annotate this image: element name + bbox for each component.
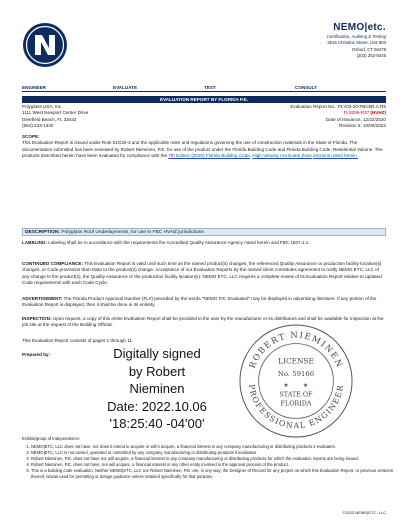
client-name: Polyglass USA, Inc. xyxy=(22,104,63,109)
continued-heading: CONTINUED COMPLIANCE: xyxy=(22,261,83,266)
seal-state-1: STATE OF xyxy=(279,390,313,399)
signature-line-1: Digitally signed xyxy=(113,346,201,361)
seal-top-text: ROBERT NIEMINEN xyxy=(246,329,346,370)
description-bar xyxy=(22,228,386,236)
star-left-icon: ★ xyxy=(283,382,289,389)
list-item: 3. Robert Nieminen, P.E. does not have nor will acquire, a financial interest in any company manufacturing or distributing products for which the evaluation reports are being issued. xyxy=(31,456,395,462)
labeling-section xyxy=(22,240,386,246)
description-label: DESCRIPTION: xyxy=(25,230,61,235)
inspection-heading: INSPECTION: xyxy=(22,316,52,321)
brand-name: NEMO|etc. xyxy=(333,22,386,33)
inspection-body: Upon request, a copy of this entire Evaluation Report shall be provided to the user by the manufacturer or its distributors and shall be available for inspection at the job site at the request of the Building Official. xyxy=(22,316,384,328)
continued-compliance-section xyxy=(22,261,386,287)
seal-bottom-text: PROFESSIONAL ENGINEER xyxy=(246,383,346,431)
signature-line-5: '18:25:40 -04'00' xyxy=(109,416,205,431)
disclosure-heading: Exhibit/group of Independence: xyxy=(22,436,80,441)
signature-line-3: Nieminen xyxy=(129,381,185,396)
prepared-by-label: Prepared by: xyxy=(22,352,51,357)
company-address-line-1: 3615 Christine Street, Unit 803 xyxy=(327,40,386,46)
nav-divider xyxy=(22,91,386,92)
hvhz-link[interactable]: High Velocity Hurricane Zone xyxy=(252,153,312,159)
fl-number: FL5259-R37 xyxy=(343,110,370,116)
nav-consult: CONSULT xyxy=(295,85,317,90)
company-header xyxy=(327,22,386,60)
list-item: 4. Robert Nieminen, P.E. does not have, nor will acquire, a financial interest in any other entity involved in the approval process of the product. xyxy=(31,462,395,468)
pages-note: This Evaluation Report consists of pages 1 through 11. xyxy=(22,338,134,343)
company-address-line-2: Oxford, CT 06478 xyxy=(351,46,386,52)
nav-evaluate: EVALUATE xyxy=(113,85,138,90)
engineer-seal xyxy=(237,322,355,440)
client-address-line-1: 1111 West Newport Center Drive xyxy=(22,110,89,116)
nav-engineer: ENGINEER xyxy=(22,85,46,90)
advertisement-heading: ADVERTISEMENT: xyxy=(22,296,63,301)
client-phone: (954) 233-1330 xyxy=(22,123,54,129)
scope-separator: , xyxy=(249,153,252,159)
labeling-heading: LABELING: xyxy=(22,240,48,245)
issuance-date: Date of Issuance: 12/22/2020 xyxy=(325,116,386,122)
nemo-logo-icon xyxy=(22,22,68,68)
star-right-icon: ★ xyxy=(302,382,309,389)
signature-line-2: by Robert xyxy=(128,363,186,379)
seal-number: No. 59166 xyxy=(277,370,315,379)
company-phone: (203) 262-9245 xyxy=(356,53,386,59)
advertisement-body: The Florida Product Approval Number (FL#) preceded by the words "NEMO P.E. Evaluated" may be displayed in advertising literature. If any portion of the Evaluation Report is displayed, then it shall be done in its entirety. xyxy=(22,296,377,308)
seal-license: LICENSE xyxy=(278,356,314,366)
report-number: Evaluation Report No.: PLY03-20-FBC5R.A.R5 xyxy=(290,104,386,109)
fbc-link[interactable]: 7th Edition (2020) Florida Building Code xyxy=(168,153,250,159)
client-address-line-2: Deerfield Beach, FL 33442 xyxy=(22,116,77,122)
footer-tag: ©2022 NEMO|ETC, LLC xyxy=(342,510,386,515)
revision-date: Revision 5: 10/06/2022 xyxy=(339,123,386,129)
nav-test: TEST xyxy=(204,85,216,90)
list-item: 5. This is a building code evaluation. Neither NEMO|ETC, LLC nor Robert Nieminen, P.E. are, in any way, the Designer of Record for any project on which this Evaluation Report, or previous versions thereof, is/was used for permitting or design guidance unless retained specifically for that purpose. xyxy=(31,468,395,480)
list-item: 1. NEMO|ETC, LLC does not have, nor does it intend to acquire or will it acquire, a financial interest in any company manufacturing or distributing products it evaluates. xyxy=(31,444,395,450)
scope-body xyxy=(22,140,386,159)
labeling-body: Labeling shall be in accordance with the requirements the Accredited Quality Assurance Agency noted herein and FBC 1507.1.1. xyxy=(48,240,310,245)
report-title: EVALUATION REPORT BY FLORIDA P.E. xyxy=(22,96,386,103)
sections-link[interactable]: sections noted herein. xyxy=(313,153,359,159)
continued-body: This Evaluation Report is valid until such time as the named product(s) changes, the referenced Quality Assurance or production facility location(s) changes, or Code provisions that relate to the product(s) change. Acceptance of our Evaluation Reports by the named client constitutes agreement to notify NEMO ETC, LLC of any change to the product(s), the Quality Assurance or the production facility location(s). NEMO ETC, LLC requires a complete review of its Evaluation Report relative to updated Code requirements with each Code Cycle. xyxy=(22,261,382,286)
scope-text: This Evaluation Report is issued under Rule 61G20-3 and the applicable rules and regulations governing the use of construction materials in the State of Florida. The documentation submitted has been reviewed by Robert Nieminen, P.E. for use of the product under the Florida Building Code and Florida Building Code, Residential Volume. The products described herein have been evaluated for compliance with the xyxy=(22,140,383,159)
advertisement-section xyxy=(22,296,386,309)
certification-line: Certification, Auditing & Testing xyxy=(326,34,386,39)
hvhz-tag: (HVHZ) xyxy=(370,110,386,116)
digital-signature xyxy=(98,345,216,433)
disclosure-list xyxy=(22,444,395,480)
client-block xyxy=(22,104,192,130)
scope-section xyxy=(22,134,386,160)
report-info-block xyxy=(226,104,386,130)
description-text: Polyglass Roof Underlayments, for use in FBC HVHZ jurisdictions xyxy=(61,230,204,235)
seal-state-2: FLORIDA xyxy=(280,399,312,408)
scope-heading: SCOPE: xyxy=(22,134,40,139)
service-nav xyxy=(22,85,386,90)
list-item: 2. NEMO|ETC, LLC is not owned, operated or controlled by any company manufacturing or distributing products it evaluates. xyxy=(31,450,395,456)
signature-line-4: Date: 2022.10.06 xyxy=(107,398,207,414)
